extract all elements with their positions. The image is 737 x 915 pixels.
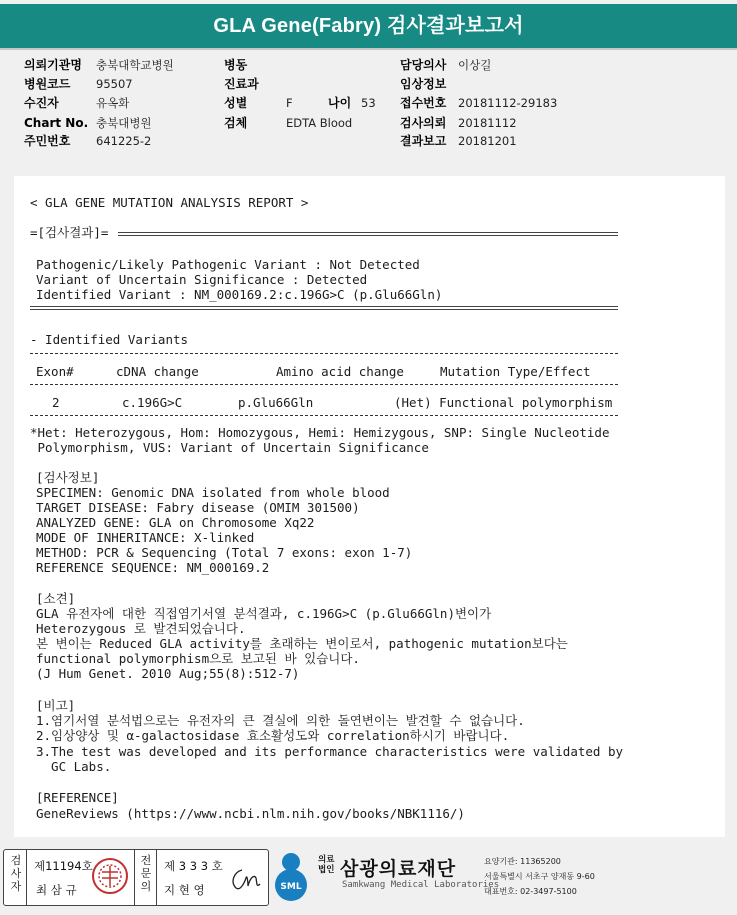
table-top-rule [30,353,618,354]
title-divider [0,48,737,50]
org-name: 삼광의료재단 [340,858,457,880]
header-label: 담당의사 [400,58,447,72]
info-title: [검사정보] [36,470,100,485]
header-label: Chart No. [24,116,89,130]
header-value: 유옥화 [96,96,130,110]
opinion-line: (J Hum Genet. 2010 Aug;55(8):512-7) [36,666,300,681]
specialist-name: 지 현 영 [164,883,205,897]
inspector-license: 제11194호 [34,859,93,873]
footer [0,846,737,908]
note-line: 2.임상양상 및 α-galactosidase 효소활성도와 correlation하시기 바랍니다. [36,728,510,743]
header-value: 20181201 [458,134,517,148]
sml-logo-text: SML [280,882,302,892]
org-english-name: Samkwang Medical Laboratories [342,880,500,890]
age-label: 나이 [328,96,352,110]
table-header-amino: Amino acid change [276,364,404,379]
header-label: 병원코드 [24,77,71,91]
header-label: 성별 [224,96,248,110]
table-cell-cdna: c.196G>C [122,395,183,410]
abbrev-line: *Het: Heterozygous, Hom: Homozygous, Hemi: Hemizygous, SNP: Single Nucleotide [30,425,610,440]
table-header-exon: Exon# [36,364,74,379]
table-header-cdna: cDNA change [116,364,199,379]
header-label: 진료과 [224,77,259,91]
table-cell-exon: 2 [52,395,60,410]
info-line: ANALYZED GENE: GLA on Chromosome Xq22 [36,515,315,530]
inspector-seal-icon [90,856,130,896]
abbrev-line: Polymorphism, VUS: Variant of Uncertain Significance [30,440,429,455]
report-title: GLA Gene(Fabry) 검사결과보고서 [0,4,737,48]
header-value: 충북대병원 [96,116,152,130]
note-line: GC Labs. [36,759,112,774]
result-line: Variant of Uncertain Significance : Detected [36,272,368,287]
info-line: MODE OF INHERITANCE: X-linked [36,530,255,545]
signature-divider [134,850,135,905]
header-value: 20181112 [458,116,517,130]
report-body [14,176,725,837]
table-header-mutation: Mutation Type/Effect [440,364,591,379]
signature-box [3,849,269,906]
header-label: 접수번호 [400,96,447,110]
inspector-name: 최 삼 규 [36,883,77,897]
sml-logo-icon [270,849,314,904]
specialist-label: 전문의 [140,854,152,893]
org-tag: 의료 법인 [318,855,335,875]
info-line: SPECIMEN: Genomic DNA isolated from whole blood [36,485,390,500]
signature-divider [156,850,157,905]
header-label: 주민번호 [24,134,71,148]
org-info-address: 서울특별시 서초구 양재동 9-60 [484,872,595,881]
report-heading: < GLA GENE MUTATION ANALYSIS REPORT > [30,195,309,210]
opinion-line: 본 변이는 Reduced GLA activity를 초래하는 변이로서, pathogenic mutation보다는 [36,636,568,651]
header-value: 충북대학교병원 [96,58,174,72]
org-info-phone: 대표번호: 02-3497-5100 [484,887,577,896]
table-bottom-rule [30,415,618,416]
table-cell-mutation: (Het) Functional polymorphism [394,395,613,410]
variants-title: - Identified Variants [30,332,189,347]
header-value: F [286,96,293,110]
header-value: EDTA Blood [286,116,353,130]
header-label: 병동 [224,58,248,72]
result-section-title: =[검사결과]= [30,225,109,240]
header-value: 이상길 [458,58,492,72]
specialist-license: 제 3 3 3 호 [164,859,223,873]
header-label: 검체 [224,116,248,130]
header-value: 95507 [96,77,133,91]
specialist-signature-icon [226,864,264,894]
signature-divider [26,850,27,905]
reference-title: [REFERENCE] [36,790,119,805]
inspector-label: 검사자 [10,854,22,893]
note-title: [비고] [36,698,76,713]
opinion-line: functional polymorphism으로 보고된 바 있습니다. [36,651,360,666]
header-label: 임상정보 [400,77,447,91]
result-title-rule [118,232,618,236]
result-line: Pathogenic/Likely Pathogenic Variant : Not Detected [36,257,420,272]
info-line: TARGET DISEASE: Fabry disease (OMIM 301500) [36,500,360,515]
table-cell-amino: p.Glu66Gln [238,395,314,410]
note-line: 1.염기서열 분석법으로는 유전자의 큰 결실에 의한 돌연변이는 발견할 수 없습니다. [36,713,525,728]
result-end-rule [30,306,618,310]
header-label: 검사의뢰 [400,116,447,130]
result-line: Identified Variant : NM_000169.2:c.196G>C (p.Glu66Gln) [36,287,443,302]
age-value: 53 [361,96,376,110]
header-label: 의뢰기관명 [24,58,82,72]
table-header-rule [30,384,618,385]
header-label: 결과보고 [400,134,447,148]
header-value: 20181112-29183 [458,96,558,110]
header-value: 641225-2 [96,134,152,148]
org-info-code: 요양기관: 11365200 [484,857,561,866]
header-label: 수진자 [24,96,59,110]
note-line: 3.The test was developed and its performance characteristics were validated by [36,744,623,759]
opinion-title: [소견] [36,591,76,606]
opinion-line: GLA 유전자에 대한 직접염기서열 분석결과, c.196G>C (p.Glu66Gln)변이가 [36,606,492,621]
info-line: REFERENCE SEQUENCE: NM_000169.2 [36,560,270,575]
info-line: METHOD: PCR & Sequencing (Total 7 exons: exon 1-7) [36,545,413,560]
reference-line: GeneReviews (https://www.ncbi.nlm.nih.gov/books/NBK1116/) [36,806,465,821]
opinion-line: Heterozygous 로 발견되었습니다. [36,621,246,636]
